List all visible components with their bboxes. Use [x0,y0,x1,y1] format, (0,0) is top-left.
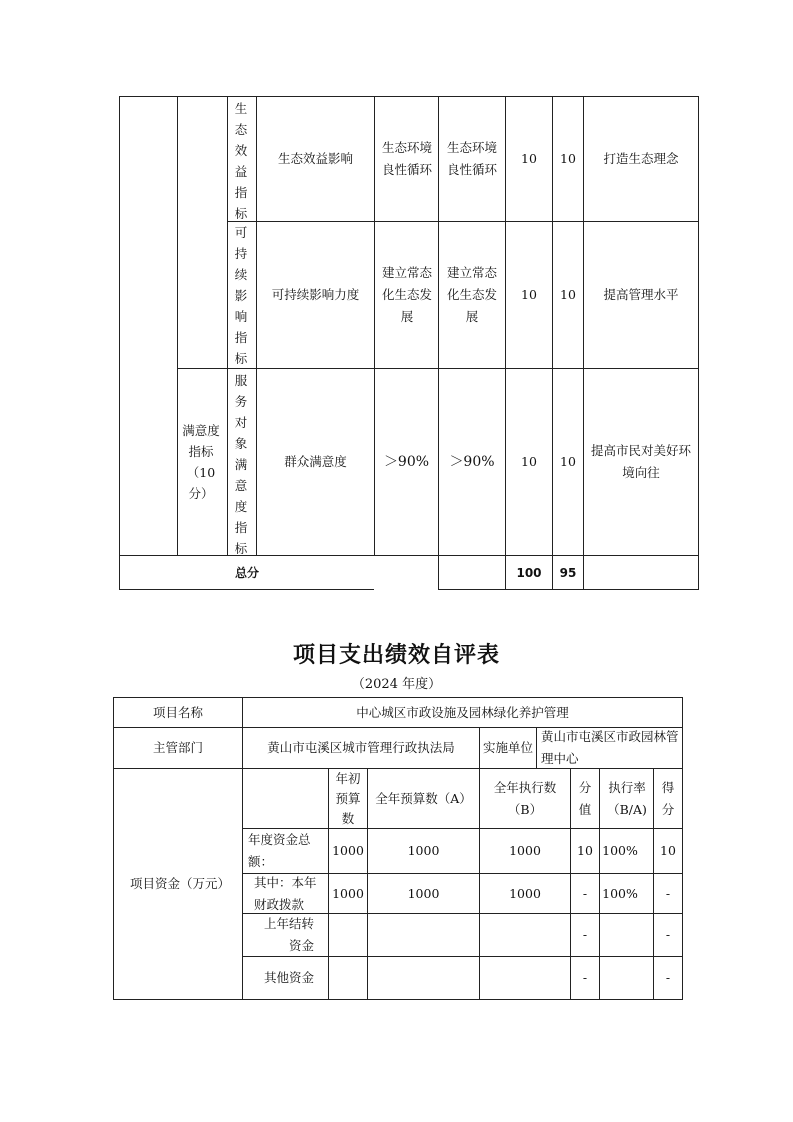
project-name-label: 项目名称 [152,704,203,720]
annual-budget-cell: 1000 [407,885,440,901]
impl-label: 实施单位 [483,740,534,755]
score-cell: 10 [560,454,576,469]
header-score: 得分 [661,779,675,817]
dept-label: 主管部门 [152,740,203,755]
executed-cell: 1000 [509,843,541,858]
header-exec-rate: 执行率（B/A) [607,779,647,817]
target-value-cell: ＞90% [383,454,430,470]
target-value-cell: 生态环境良性循环 [382,140,433,177]
weight-cell: 10 [521,287,537,302]
header-initial-budget: 年初预算数 [335,770,361,826]
score-cell: - [665,927,671,942]
actual-value-cell: ＞90% [449,454,495,470]
weight-cell: - [582,970,588,985]
annual-budget-cell [368,957,479,999]
total-weight: 100 [516,565,542,580]
indicator-cell: 可持续影响力度 [271,287,360,302]
indicator-cell: 群众满意度 [284,454,347,469]
score-cell: - [665,885,671,901]
actual-value-cell: 生态环境良性循环 [446,140,497,177]
weight-cell: 10 [521,454,537,469]
actual-value-cell: 建立常态化生态发展 [446,265,497,324]
category-cell: 满意度指标（10分） [182,423,220,501]
weight-cell: - [582,927,588,942]
executed-cell [480,914,570,956]
score-cell: 10 [560,287,576,302]
score-cell: 10 [560,151,576,166]
weight-cell: - [582,885,588,901]
exec-rate-cell: 100% [602,885,638,901]
reason-cell: 提高管理水平 [603,287,679,302]
sub-indicator-cell: 服务对象满意度指标 [234,373,248,556]
project-name-value: 中心城区市政设施及园林绿化养护管理 [356,704,569,720]
year-subtitle: （2024 年度） [351,677,442,692]
funds-row-label: 其中：本年财政拨款 [254,874,317,912]
weight-cell: 10 [577,843,593,858]
annual-budget-cell [368,914,479,956]
impl-value: 黄山市屯溪区市政园林管理中心 [541,729,679,766]
dept-value: 黄山市屯溪区城市管理行政执法局 [267,740,455,755]
funds-row-label: 上年结转资金 [263,916,314,953]
indicator-cell: 生态效益影响 [277,151,353,166]
total-score: 95 [559,565,577,580]
funds-label: 项目资金（万元） [130,876,231,891]
header-annual-budget: 全年预算数（A） [375,790,472,806]
funds-row-label: 其他资金 [263,970,314,985]
page-title: 项目支出绩效自评表 [292,643,500,668]
score-cell: 10 [660,843,676,858]
initial-budget-cell [329,957,367,999]
header-executed: 全年执行数（B） [493,779,557,817]
initial-budget-cell [329,914,367,956]
annual-budget-cell: 1000 [407,843,440,858]
executed-cell: 1000 [509,885,541,901]
header-weight: 分值 [578,779,592,817]
reason-cell: 打造生态理念 [603,151,679,166]
sub-indicator-cell: 生态效益指标 [234,101,248,221]
executed-cell [480,957,570,999]
exec-rate-cell [600,957,653,999]
sub-indicator-cell: 可持续影响指标 [234,225,248,366]
total-label: 总分 [234,565,259,580]
initial-budget-cell: 1000 [332,885,364,901]
weight-cell: 10 [521,151,537,166]
initial-budget-cell: 1000 [332,843,364,858]
funds-row-label: 年度资金总额： [248,832,311,869]
reason-cell: 提高市民对美好环境向往 [590,443,691,480]
exec-rate-cell: 100% [602,843,638,858]
exec-rate-cell [600,914,653,956]
score-cell: - [665,970,671,985]
target-value-cell: 建立常态化生态发展 [382,265,433,324]
